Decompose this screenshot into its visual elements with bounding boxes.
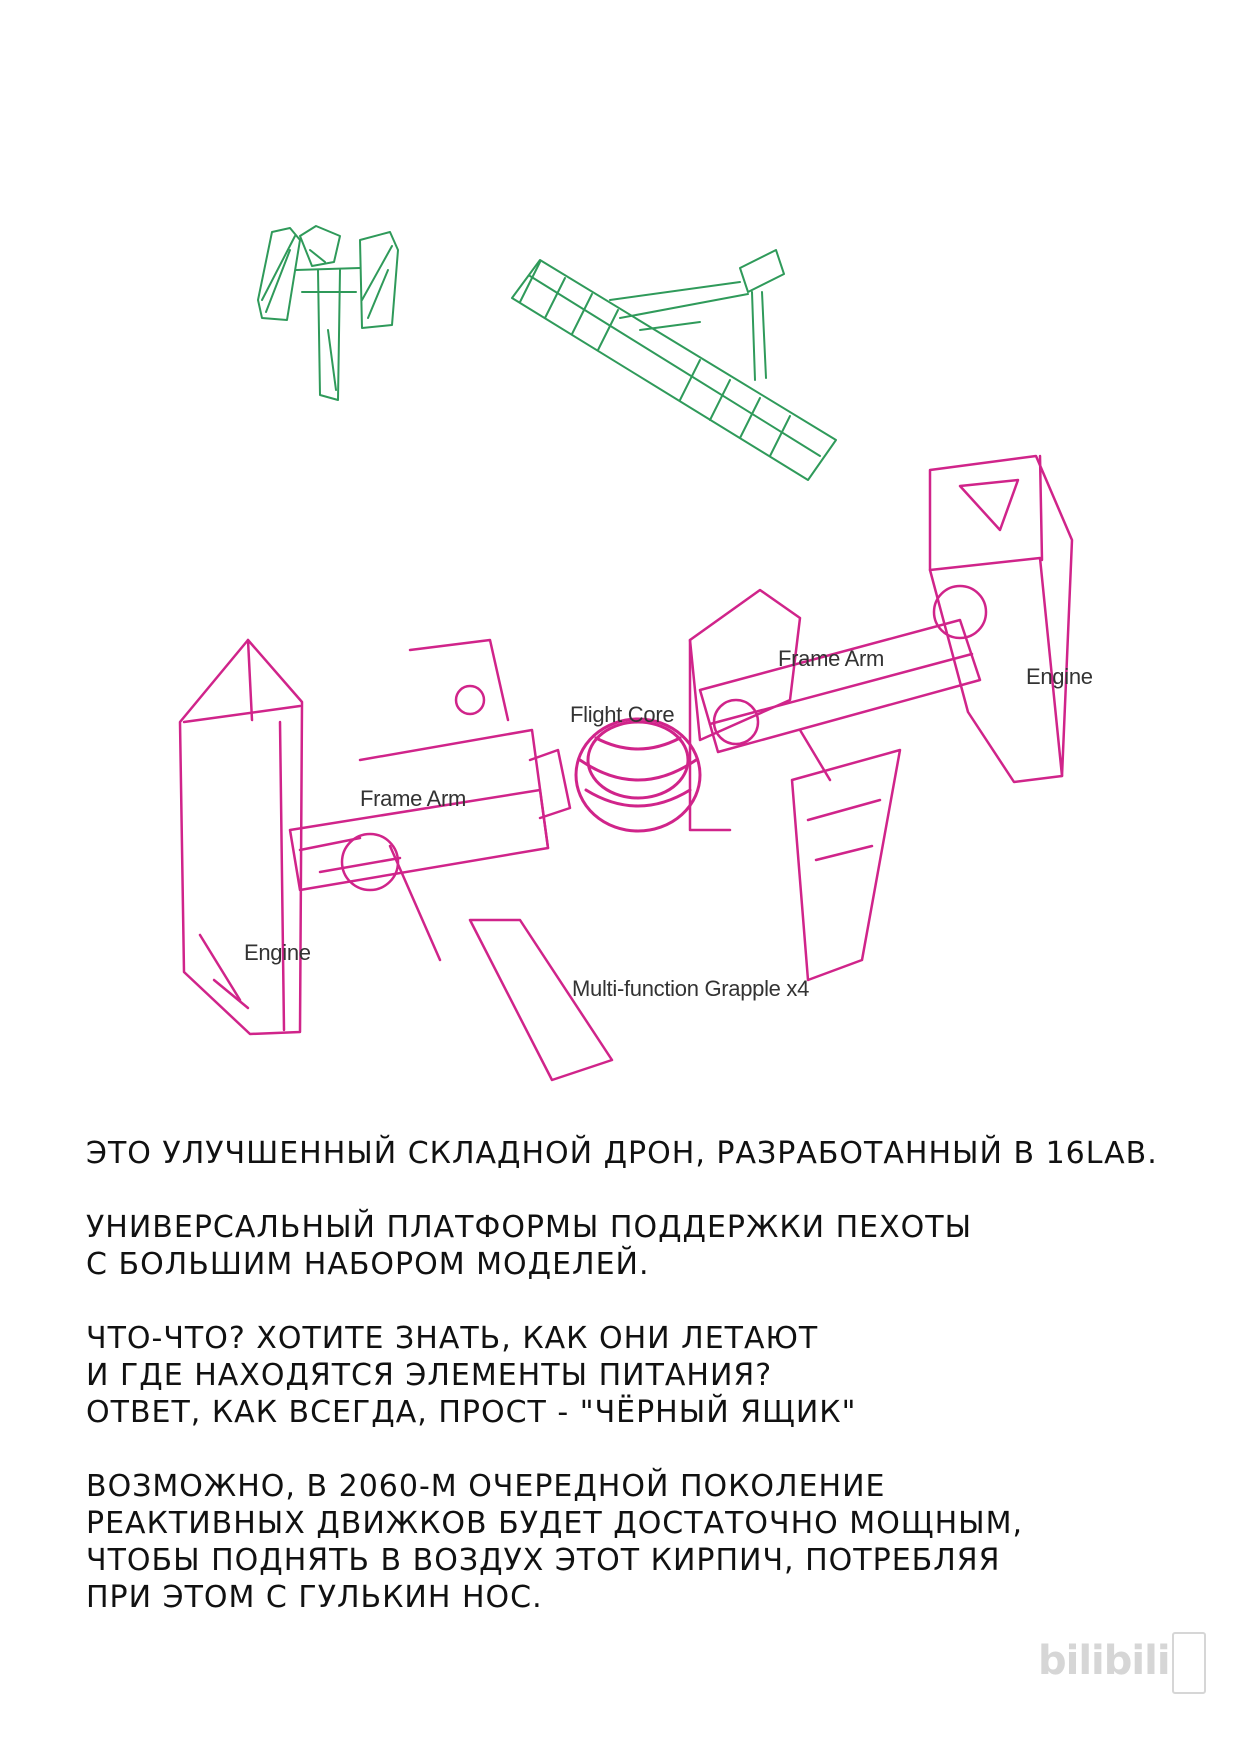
text-line: РЕАКТИВНЫХ ДВИЖКОВ БУДЕТ ДОСТАТОЧНО МОЩНЫМ, <box>86 1506 1024 1541</box>
green-thumbnail-sketch-1 <box>258 226 398 400</box>
text-line: УНИВЕРСАЛЬНЫЙ ПЛАТФОРМЫ ПОДДЕРЖКИ ПЕХОТЫ <box>86 1210 973 1245</box>
bilibili-watermark: bilibili <box>1038 1638 1170 1684</box>
text-line: ОТВЕТ, КАК ВСЕГДА, ПРОСТ - "ЧЁРНЫЙ ЯЩИК" <box>86 1395 857 1430</box>
right-engine-sketch <box>930 456 1072 782</box>
green-thumbnail-sketch-2 <box>512 250 836 480</box>
frame-arm-left-label: Frame Arm <box>360 786 467 811</box>
engine-right-label: Engine <box>1026 664 1093 689</box>
left-engine-sketch <box>180 640 302 1034</box>
paragraph-1 <box>86 1135 1236 1172</box>
grapple-label: Multi-function Grapple x4 <box>572 976 810 1001</box>
bilibili-comics-logo-icon <box>1172 1632 1206 1694</box>
right-frame-arm-sketch <box>690 586 986 830</box>
caption-text <box>86 1135 1236 1653</box>
text-line: ВОЗМОЖНО, В 2060-М ОЧЕРЕДНОЙ ПОКОЛЕНИЕ <box>86 1469 886 1504</box>
text-line: ЧТОБЫ ПОДНЯТЬ В ВОЗДУХ ЭТОТ КИРПИЧ, ПОТРЕБЛЯЯ <box>86 1543 1001 1578</box>
engine-left-label: Engine <box>244 940 311 965</box>
paragraph-4 <box>86 1468 1236 1616</box>
text-line: И ГДЕ НАХОДЯТСЯ ЭЛЕМЕНТЫ ПИТАНИЯ? <box>86 1358 773 1393</box>
text-line: ЭТО УЛУЧШЕННЫЙ СКЛАДНОЙ ДРОН, РАЗРАБОТАННЫЙ В 16LAB. <box>86 1136 1158 1171</box>
flight-core-label: Flight Core <box>570 702 675 727</box>
paragraph-2 <box>86 1209 1236 1283</box>
grapple-sketch <box>470 730 900 1080</box>
paragraph-3 <box>86 1320 1236 1431</box>
text-line: ЧТО-ЧТО? ХОТИТЕ ЗНАТЬ, КАК ОНИ ЛЕТАЮТ <box>86 1321 819 1356</box>
text-line: С БОЛЬШИМ НАБОРОМ МОДЕЛЕЙ. <box>86 1247 650 1282</box>
text-line: ПРИ ЭТОМ С ГУЛЬКИН НОС. <box>86 1580 543 1615</box>
flight-core-sketch <box>576 719 700 831</box>
frame-arm-top-label: Frame Arm <box>778 646 885 671</box>
